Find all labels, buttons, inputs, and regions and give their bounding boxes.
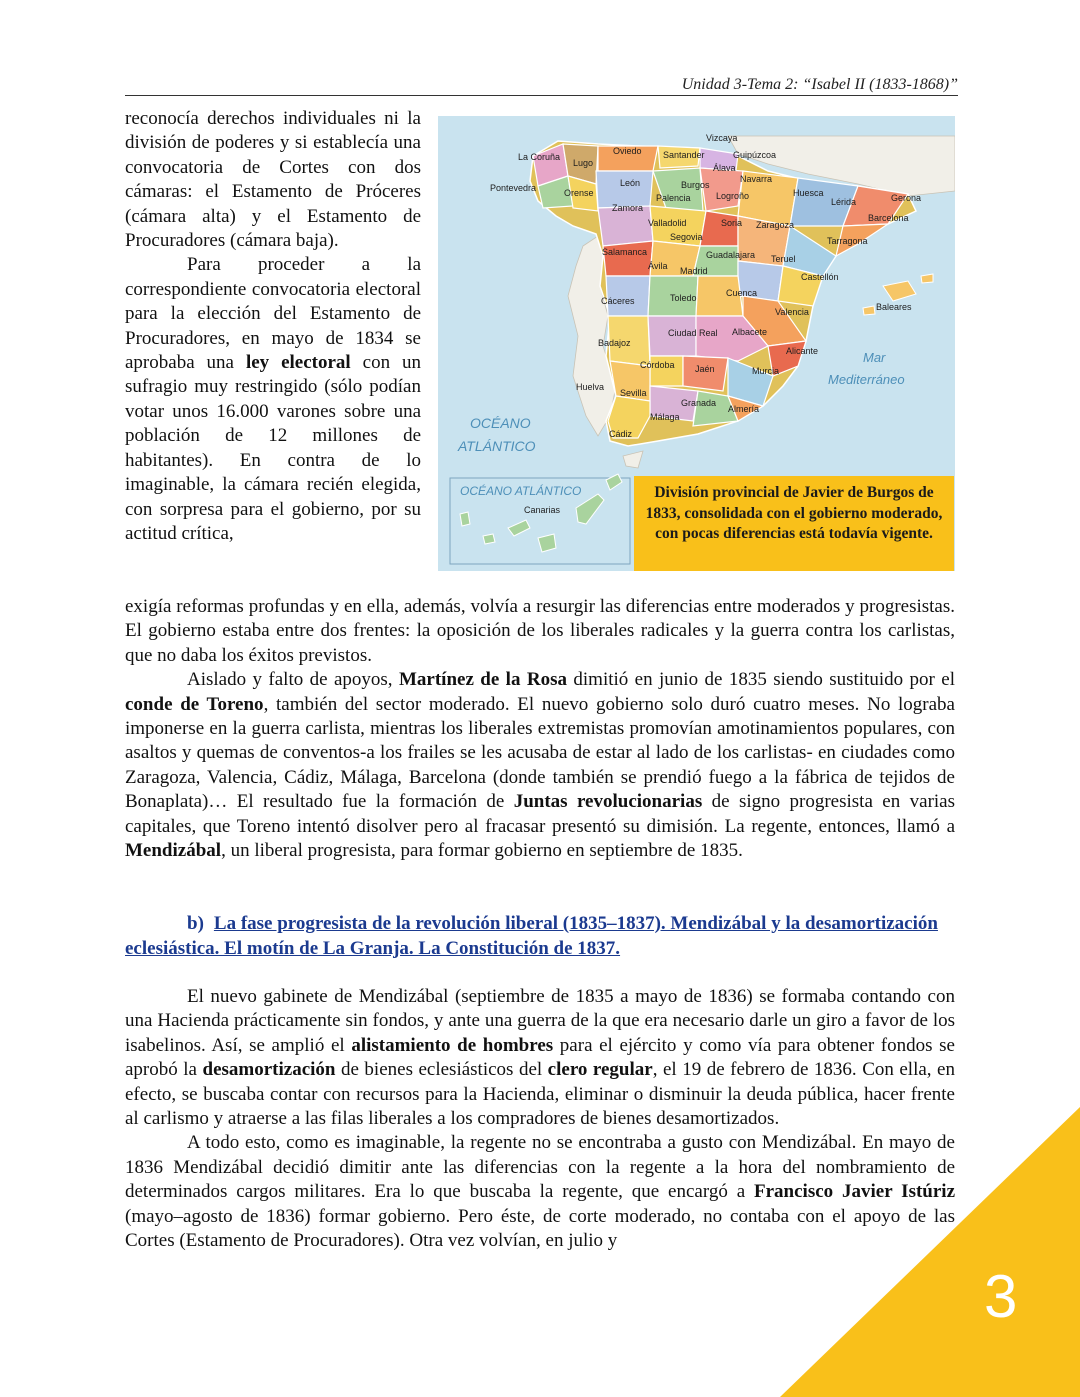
corner-triangle [780, 1107, 1080, 1397]
paragraph-estatuto: reconocía derechos individuales ni la división de poderes y si establecía una convocatoria de Cortes con dos cámaras: el Estamento de Próceres (cámara alta) y el Estamento de Procuradores (cámara baja). [125, 108, 421, 252]
bold-alistamiento: alistamiento de hombres [351, 1034, 554, 1056]
map-label-province: Vizcaya [706, 133, 738, 143]
paragraph-ley-electoral: Para proceder a la correspondiente convocatoria electoral para la elección del Estamento de Procuradores, en mayo de 1834 se aprobaba una ley electoral con un sufragio muy restringido (sólo podían votar unos 16.000 varones sobre una población de 12 millones de habitantes). En contra de lo imaginable, la cámara recién elegida, con sorpresa para el gobierno, por su actitud crítica, [125, 254, 421, 544]
map-label-province: Almería [728, 404, 760, 414]
map-label-province: Granada [681, 398, 717, 408]
map-label-province: Pontevedra [490, 183, 537, 193]
island-la-palma [460, 512, 470, 526]
canarias-inset [450, 474, 630, 564]
map-label-province: Toledo [670, 293, 697, 303]
island-gomera [483, 534, 495, 544]
map-label-province: Alicante [786, 346, 819, 356]
map-label-province: Orense [564, 188, 594, 198]
map-label-province: Badajoz [598, 338, 631, 348]
map-label-province: Palencia [656, 193, 691, 203]
section-label: b) [187, 913, 204, 934]
map-label-province: Valladolid [648, 218, 687, 228]
map-label-province: Zaragoza [756, 220, 795, 230]
island-mallorca [883, 281, 916, 301]
page-number: 3 [984, 1263, 1018, 1330]
paragraph-continuation: exigía reformas profundas y en ella, además, volvía a resurgir las diferencias entre moderados y progresistas. El gobierno estaba entre dos frentes: la oposición de los liberales radicales y la guerra contra los carlistas, que no daba los éxitos previstos. [125, 596, 955, 666]
sea-label-mediterraneo: Mediterráneo [828, 372, 905, 387]
map-label-province: Logroño [716, 191, 750, 201]
bold-desamortizacion: desamortización [202, 1059, 336, 1081]
running-header: Unidad 3-Tema 2: “Isabel II (1833-1868)” [681, 76, 958, 93]
bold-clero-regular: clero regular [547, 1059, 653, 1081]
island-ibiza [863, 306, 875, 315]
map-label-province: La Coruña [518, 152, 561, 162]
map-label-province: Barcelona [868, 213, 909, 223]
map-label-province: Burgos [681, 180, 710, 190]
map-label-province: Soria [721, 218, 743, 228]
paragraph-toreno: Aislado y falto de apoyos, Martínez de la Rosa dimitió en junio de 1835 siendo sustituido por el conde de Toreno, también del sector moderado. El nuevo gobierno solo duró cuatro meses. No lograba imponerse en la guerra carlista, mientras los liberales extremistas promovían amotinamientos populares, con asaltos y quemas de conventos-a los frailes se les acusaba de estar al lado de los carlistas- en ciudades como Zaragoza, Valencia, Cádiz, Málaga, Barcelona (donde también se prendió fuego a la fábrica de tejidos de Bonaplata)… El resultado fue la formación de Juntas revolucionarias de signo progresista en varias capitales, que Toreno intentó disolver pero al fracasar presentó su dimisión. La regente, entonces, llamó a Mendizábal, un liberal progresista, para formar gobierno en septiembre de 1835. [125, 669, 956, 862]
sea-label-oceano: OCÉANO [470, 415, 531, 431]
main-text-upper [125, 595, 955, 863]
sea-label-mar: Mar [863, 350, 886, 365]
map-label-province: Cuenca [726, 288, 758, 298]
bold-mendizabal: Mendizábal [125, 840, 222, 862]
map-label-province: Cádiz [609, 429, 633, 439]
map-caption: División provincial de Javier de Burgos de 1833, consolidada con el gobierno moderado, con pocas diferencias está todavía vigente. [634, 476, 954, 571]
map-label-province: Tarragona [827, 236, 868, 246]
section-title: La fase progresista de la revolución liberal (1835–1837). Mendizábal y la desamortización eclesiástica. El motín de La Granja. La Constitución de 1837. [125, 913, 938, 959]
map-label-province: Castellón [801, 272, 839, 282]
inset-title: OCÉANO ATLÁNTICO [460, 484, 582, 498]
map-label-province: Santander [663, 150, 705, 160]
africa-land [623, 451, 643, 468]
bold-conde-de-toreno: conde de Toreno [125, 693, 264, 715]
map-label-province: Ávila [648, 261, 668, 271]
map-label-province: Navarra [740, 174, 773, 184]
map-label-province: Sevilla [620, 388, 647, 398]
map-label-province: Albacete [732, 327, 768, 337]
paragraph-isturiz: A todo esto, como es imaginable, la regente no se encontraba a gusto con Mendizábal. En mayo de 1836 Mendizábal decidió dimitir ante las diferencias con la regente a la hora del nombramiento de determinados cargos militares. Era lo que buscaba la regente, que encargó a Francisco Javier Istúriz (mayo–agosto de 1836) formar gobierno. Pero éste, de corte moderado, no contaba con el apoyo de las Cortes (Estamento de Procuradores). Otra vez volvían, en julio y [125, 1132, 956, 1252]
corner-triangle-shape [780, 1107, 1080, 1397]
map-label-province: Madrid [680, 266, 708, 276]
map-label-province: Teruel [771, 254, 796, 264]
map-label-province: León [620, 178, 641, 188]
header-divider [125, 95, 958, 96]
map-label-province: Segovia [670, 232, 703, 242]
bold-martinez-de-la-rosa: Martínez de la Rosa [398, 669, 567, 691]
map-label-province: Gerona [891, 193, 922, 203]
map-label-province: Jaén [695, 364, 715, 374]
bold-ley-electoral: ley electoral [245, 352, 351, 374]
map-label-province: Córdoba [640, 360, 675, 370]
section-heading-b [125, 911, 955, 961]
map-label-province: Murcia [752, 366, 780, 376]
paragraph-mendizabal: El nuevo gabinete de Mendizábal (septiembre de 1835 a mayo de 1836) se formaba contando con una Hacienda prácticamente sin fondos, y ante una guerra de la que era necesario darle un giro a favor de los isabelinos. Así, se amplió el alistamiento de hombres para el ejército y como vía para obtener fondos se aprobó la desamortización de bienes eclesiásticos del clero regular, el 19 de febrero de 1836. Con ella, en efecto, se buscaba contar con recursos para la Hacienda, eliminar o disminuir la deuda pública, hacer frente al carlismo y atraerse a las filas liberales a los compradores de bienes desamortizados. [125, 986, 955, 1130]
map-label-province: Málaga [650, 412, 680, 422]
island-menorca [921, 274, 933, 283]
map-label-province: Cáceres [601, 296, 635, 306]
map-label-province: Ciudad Real [668, 328, 718, 338]
map-label-province: Oviedo [613, 146, 642, 156]
map-label-province: Valencia [775, 307, 809, 317]
map-label-province: Huelva [576, 382, 605, 392]
inset-label: Canarias [524, 505, 561, 515]
map-label-province: Salamanca [602, 247, 648, 257]
map-label-province: Lérida [831, 197, 857, 207]
map-label-province: Huesca [793, 188, 824, 198]
map-label-province: Lugo [573, 158, 594, 168]
map-label-province: Álava [713, 163, 736, 173]
map-label-province: Guipúzcoa [733, 150, 777, 160]
map-label-province: Zamora [612, 203, 644, 213]
bold-isturiz: Francisco Javier Istúriz [754, 1181, 956, 1203]
map-label-province: Baleares [876, 302, 912, 312]
bold-juntas-revolucionarias: Juntas revolucionarias [513, 791, 703, 813]
narrow-column [125, 107, 421, 546]
province-soria [700, 211, 738, 246]
map-label-province: Guadalajara [706, 250, 756, 260]
sea-label-atlantico: ATLÁNTICO [458, 438, 536, 454]
